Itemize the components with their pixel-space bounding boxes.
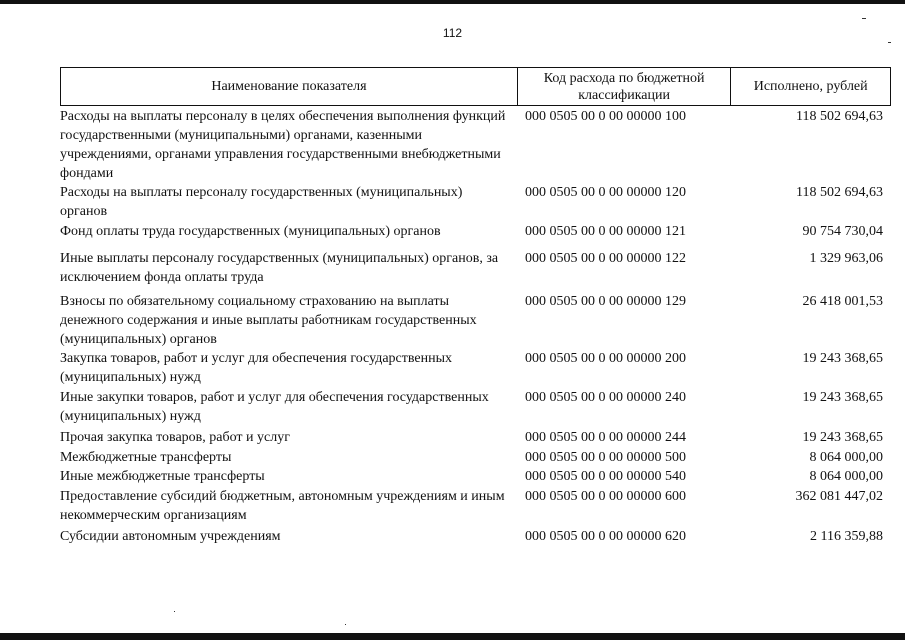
table-row	[60, 183, 891, 221]
table-header	[60, 67, 891, 106]
row-name: Прочая закупка товаров, работ и услуг	[60, 430, 290, 445]
row-code: 000 0505 00 0 00 00000 240	[525, 390, 686, 405]
table-row	[60, 448, 891, 467]
row-name: Иные выплаты персоналу государственных (муниципальных) органов, за исключением фонда оплаты труда	[60, 251, 499, 285]
row-name: Предоставление субсидий бюджетным, автономным учреждениям и иным некоммерческим организациям	[60, 489, 505, 523]
row-value: 19 243 368,65	[802, 390, 883, 405]
row-value: 8 064 000,00	[809, 450, 883, 465]
row-value: 19 243 368,65	[802, 351, 883, 366]
row-code: 000 0505 00 0 00 00000 600	[525, 489, 686, 504]
table-row	[60, 487, 891, 525]
scan-mark	[888, 42, 891, 43]
row-value: 26 418 001,53	[802, 294, 883, 309]
row-name: Субсидии автономным учреждениям	[60, 529, 281, 544]
table-row	[60, 249, 891, 287]
header-code: Код расхода по бюджетной классификации	[517, 68, 731, 105]
row-name: Взносы по обязательному социальному страхованию на выплаты денежного содержания и иные выплаты работникам государственных (муниципальных) органов	[60, 294, 477, 347]
row-value: 362 081 447,02	[795, 489, 883, 504]
row-code: 000 0505 00 0 00 00000 100	[525, 109, 686, 124]
row-value: 2 116 359,88	[810, 529, 883, 544]
row-value: 118 502 694,63	[796, 109, 883, 124]
table-row	[60, 292, 891, 349]
header-name: Наименование показателя	[211, 79, 367, 94]
table-row	[60, 222, 891, 241]
row-name: Фонд оплаты труда государственных (муниципальных) органов	[60, 224, 441, 239]
row-name: Межбюджетные трансферты	[60, 450, 232, 465]
table-row	[60, 428, 891, 447]
row-name: Иные межбюджетные трансферты	[60, 469, 265, 484]
table-row	[60, 467, 891, 486]
row-code: 000 0505 00 0 00 00000 540	[525, 469, 686, 484]
scan-mark	[174, 611, 175, 612]
row-name: Иные закупки товаров, работ и услуг для обеспечения государственных (муниципальных) нужд	[60, 390, 489, 424]
row-value: 90 754 730,04	[802, 224, 883, 239]
row-value: 8 064 000,00	[809, 469, 883, 484]
expenditure-table	[60, 67, 891, 544]
row-name: Расходы на выплаты персоналу в целях обеспечения выполнения функций государственными (муниципальными) органами, казенными учреждениями, органами управления государственными внебюджетными фондами	[60, 109, 506, 181]
scan-top-border	[0, 0, 905, 4]
row-code: 000 0505 00 0 00 00000 122	[525, 251, 686, 266]
row-code: 000 0505 00 0 00 00000 121	[525, 224, 686, 239]
row-value: 118 502 694,63	[796, 185, 883, 200]
table-row	[60, 527, 891, 546]
row-code: 000 0505 00 0 00 00000 120	[525, 185, 686, 200]
row-code: 000 0505 00 0 00 00000 129	[525, 294, 686, 309]
scan-mark	[862, 18, 866, 19]
row-code: 000 0505 00 0 00 00000 200	[525, 351, 686, 366]
scan-mark	[345, 624, 346, 625]
row-code: 000 0505 00 0 00 00000 620	[525, 529, 686, 544]
page-number: 112	[442, 26, 463, 40]
header-value: Исполнено, рублей	[730, 68, 890, 105]
table-row	[60, 107, 891, 183]
scan-bottom-border	[0, 633, 905, 640]
table-row	[60, 349, 891, 387]
row-code: 000 0505 00 0 00 00000 244	[525, 430, 686, 445]
table-row	[60, 388, 891, 426]
row-name: Расходы на выплаты персоналу государственных (муниципальных) органов	[60, 185, 463, 219]
row-value: 1 329 963,06	[809, 251, 883, 266]
row-value: 19 243 368,65	[802, 430, 883, 445]
row-name: Закупка товаров, работ и услуг для обеспечения государственных (муниципальных) нужд	[60, 351, 453, 385]
row-code: 000 0505 00 0 00 00000 500	[525, 450, 686, 465]
